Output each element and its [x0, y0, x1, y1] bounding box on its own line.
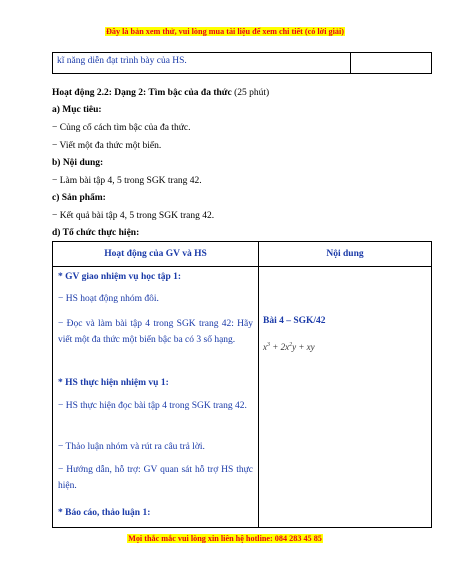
table-header-row [53, 242, 432, 267]
content-title: b) Nội dung: [52, 158, 104, 168]
exercise-4-item: − Đọc và làm bài tập 4 trong SGK trang 42: Hãy viết một đa thức một biến bậc ba có 3 số hạng. [58, 319, 253, 345]
objective-item: − Viết một đa thức một biến. [52, 141, 162, 151]
activities-cell [53, 267, 259, 528]
read-exercise-item: − HS thực hiện đọc bài tập 4 trong SGK trang 42. [58, 401, 247, 411]
preview-banner-text: Đây là bản xem thử, vui lòng mua tài liệu để xem chi tiết (có lời giải) [105, 27, 344, 36]
discussion-item: − Thảo luận nhóm và rút ra câu trả lời. [58, 442, 205, 452]
task-1-heading: * GV giao nhiệm vụ học tập 1: [58, 272, 182, 282]
objectives-title: a) Mục tiêu: [52, 105, 102, 115]
previous-table-row [52, 52, 432, 74]
hotline-banner [0, 534, 450, 543]
organization-title: d) Tổ chức thực hiện: [52, 228, 140, 238]
guidance-item: − Hướng dẫn, hỗ trợ: GV quan sát hỗ trợ HS thực hiện. [58, 465, 253, 491]
product-item: − Kết quả bài tập 4, 5 trong SGK trang 42. [52, 211, 215, 221]
polynomial-answer: $x^3 + 2x^2y$ + xy [263, 342, 315, 352]
exercise-4-title: Bài 4 – SGK/42 [263, 316, 326, 326]
content-cell [259, 267, 432, 528]
previous-row-text: kĩ năng diễn đạt trình bày của HS. [53, 53, 351, 73]
previous-row-empty-cell [351, 53, 431, 73]
activity-heading [52, 88, 269, 98]
hotline-banner-text: Mọi thắc mắc vui lòng xin liên hệ hotline: 084 283 45 85 [128, 534, 322, 543]
perform-task-1-heading: * HS thực hiện nhiệm vụ 1: [58, 378, 169, 388]
content-item: − Làm bài tập 4, 5 trong SGK trang 42. [52, 176, 202, 186]
pair-work-item: − HS hoạt động nhóm đôi. [58, 294, 159, 304]
header-content: Nội dung [259, 242, 432, 267]
product-title: c) Sản phẩm: [52, 193, 106, 203]
objective-item: − Củng cố cách tìm bậc của đa thức. [52, 123, 191, 133]
preview-banner [0, 27, 450, 36]
header-teacher-student: Hoạt động của GV và HS [53, 242, 259, 267]
report-heading: * Báo cáo, thảo luận 1: [58, 508, 151, 518]
activity-table [52, 241, 432, 528]
table-row [53, 267, 432, 528]
activity-heading-duration: (25 phút) [231, 88, 270, 98]
activity-heading-bold: Hoạt động 2.2: Dạng 2: Tìm bậc của đa thức [52, 88, 232, 98]
